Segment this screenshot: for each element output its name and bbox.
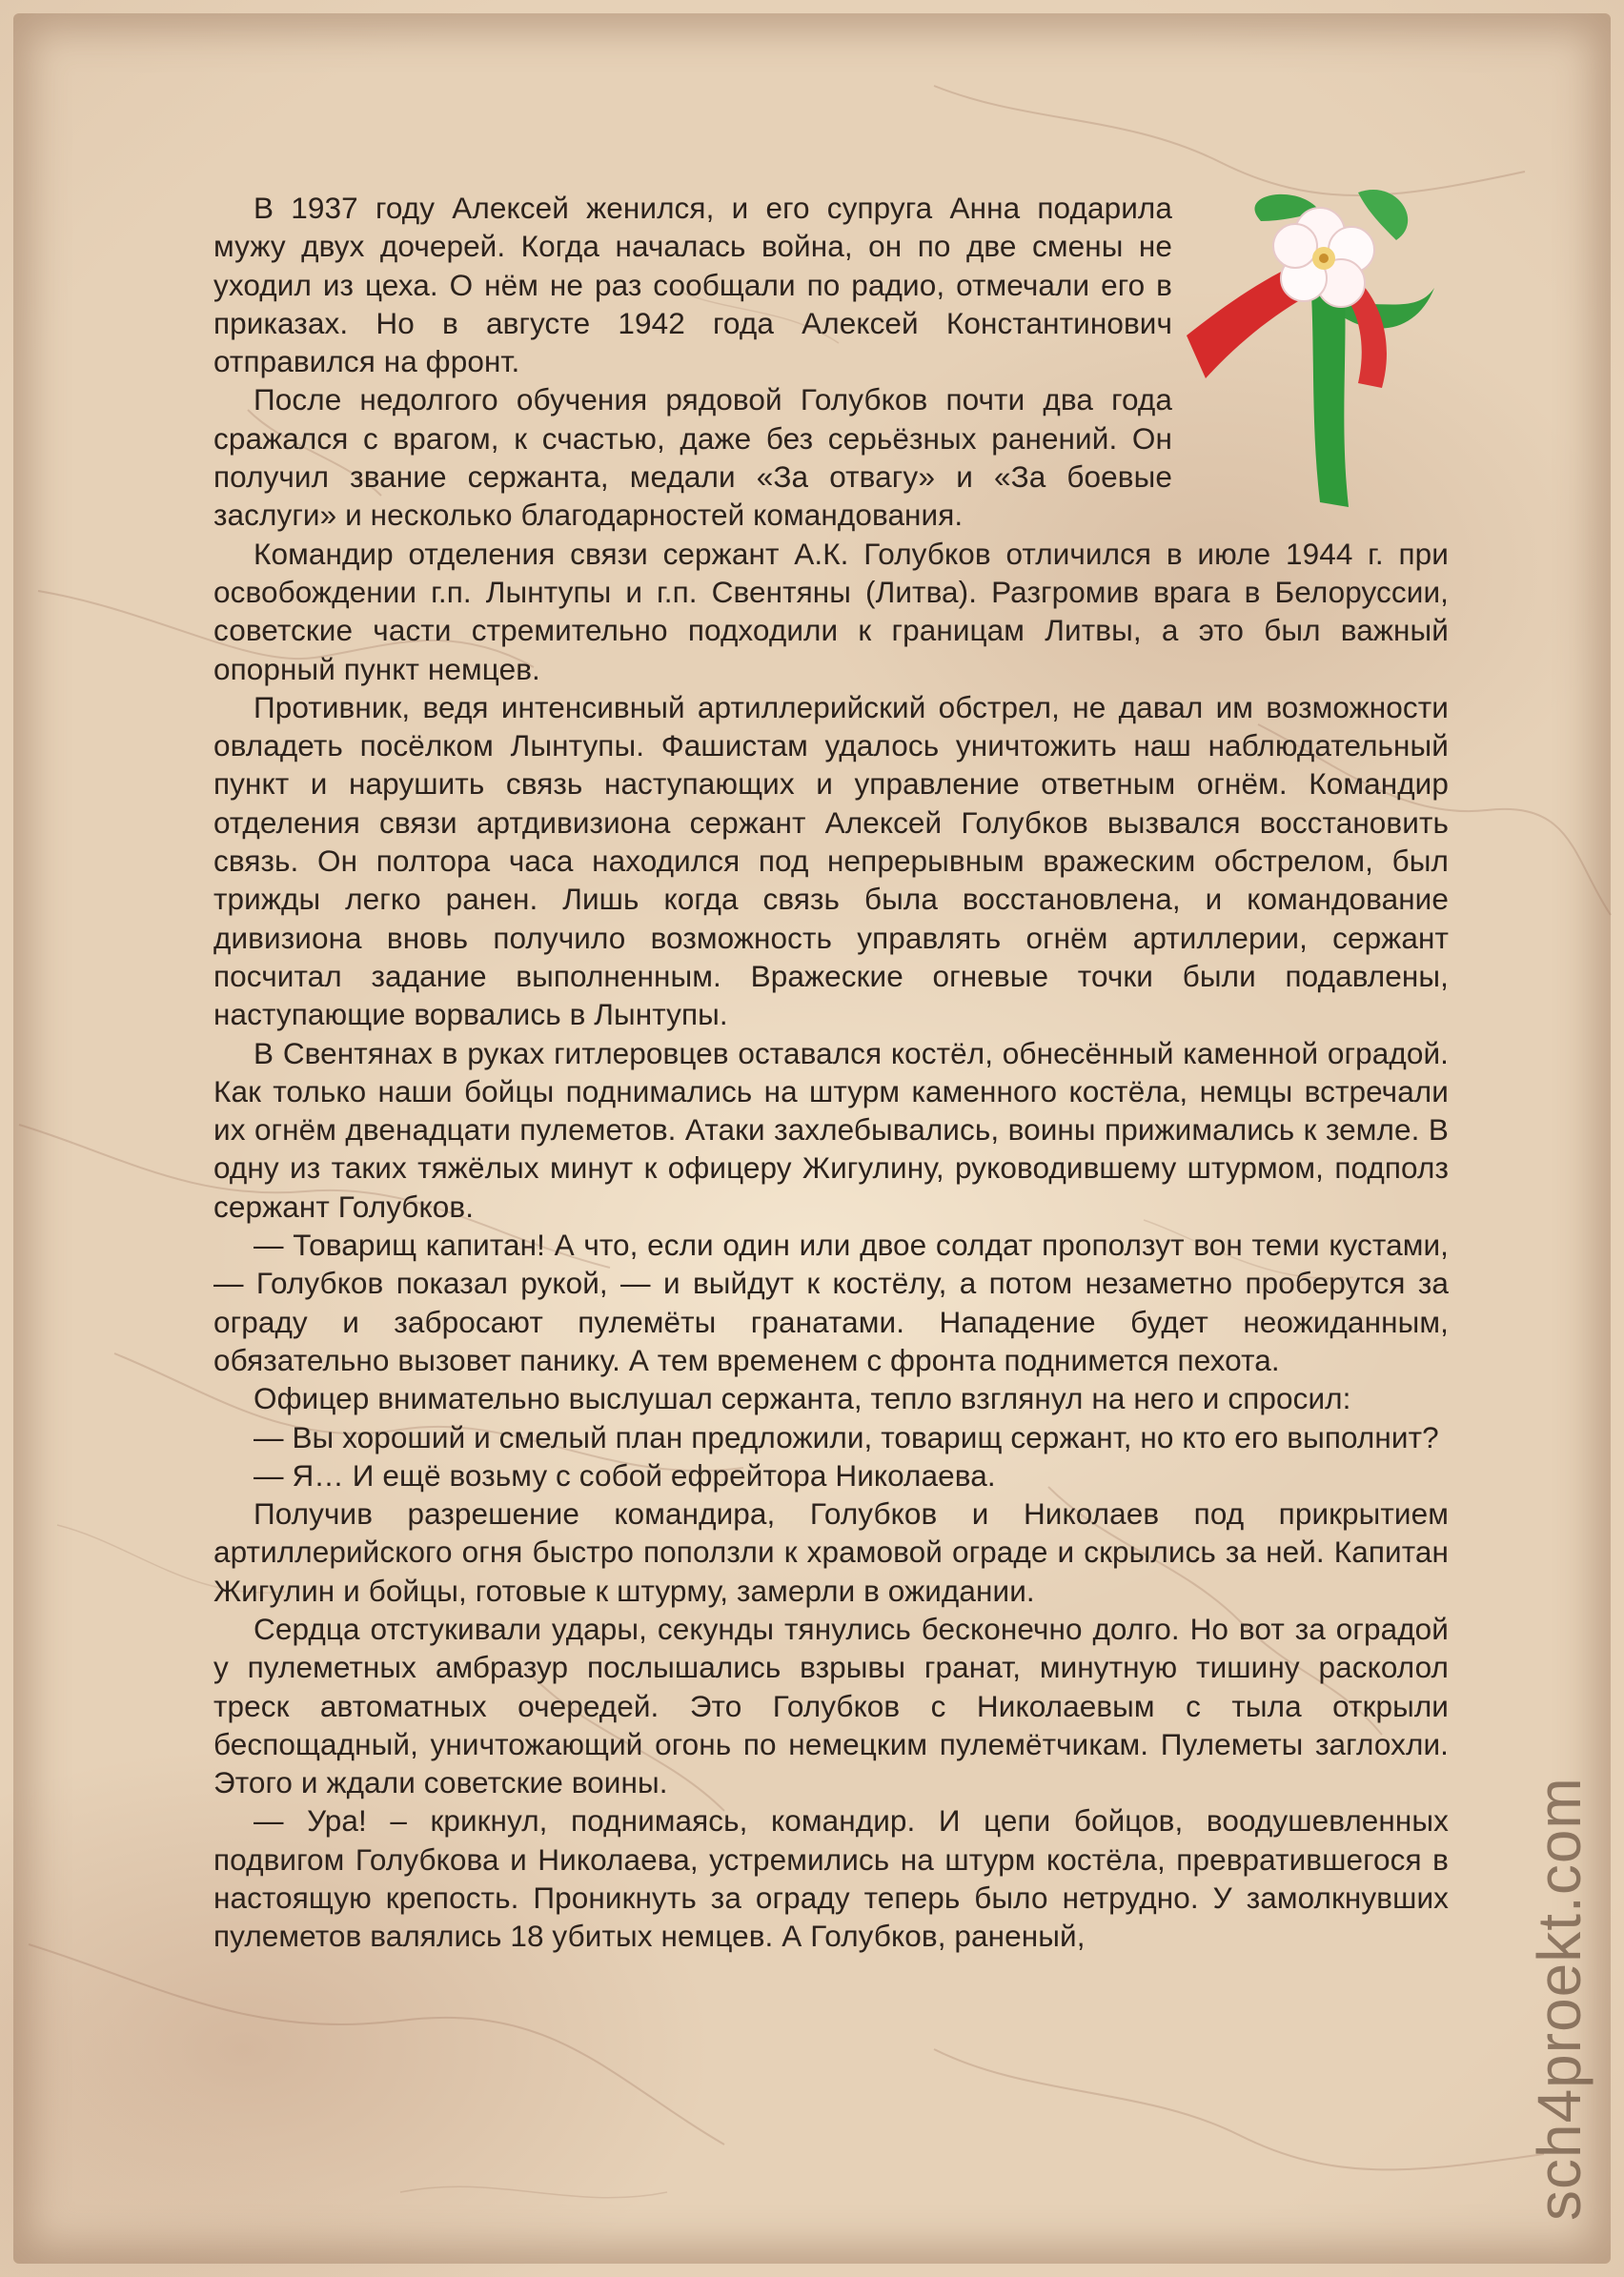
paragraph-6: — Товарищ капитан! А что, если один или двое солдат проползут вон теми кустами, — Голубков показал рукой, — и выйдут к костёлу, а потом незаметно проберутся за ограду и забросают пулемёты гранатами. Нападение будет неожиданным, обязательно вызовет панику. А тем временем с фронта поднимется пехота. xyxy=(213,1228,1449,1377)
paragraph-1: В 1937 году Алексей женился, и его супруга Анна подарила мужу двух дочерей. Когда началась война, он по две смены не уходил из цеха. О нём не раз сообщали по радио, отмечали его в приказах. Но в августе 1942 года Алексей Константинович отправился на фронт. xyxy=(213,191,1172,379)
paragraph-9: — Я… И ещё возьму с собой ефрейтора Николаева. xyxy=(254,1457,996,1493)
site-watermark: sch4proekt.com xyxy=(1525,1777,1594,2221)
ribbon-float-space xyxy=(1172,189,1449,494)
paragraph-4: Противник, ведя интенсивный артиллерийский обстрел, не давал им возможности овладеть посёлком Лынтупы. Фашистам удалось уничтожить наш наблюдательный пункт и нарушить связь наступающих и управление ответным огнём. Командир отделения связи артдивизиона сержант Алексей Голубков вызвался восстановить связь. Он полтора часа находился под непрерывным вражеским обстрелом, был трижды легко ранен. Лишь когда связь была восстановлена, и командование дивизиона вновь получило возможность управлять огнём артиллерии, сержант посчитал задание выполненным. Вражеские огневые точки были подавлены, наступающие ворвались в Лынтупы. xyxy=(213,689,1449,1032)
paragraph-8: — Вы хороший и смелый план предложили, товарищ сержант, но кто его выполнит? xyxy=(254,1419,1439,1454)
article-body xyxy=(213,189,1449,1956)
paragraph-5: В Свентянах в руках гитлеровцев оставался костёл, обнесённый каменной оградой. Как только наши бойцы поднимались на штурм каменного костёла, немцы встречали их огнём двенадцати пулеметов. Атаки захлебывались, воины прижимались к земле. В одну из таких тяжёлых минут к офицеру Жигулину, руководившему штурмом, подполз сержант Голубков. xyxy=(213,1035,1449,1224)
paragraph-3: Командир отделения связи сержант А.К. Голубков отличился в июле 1944 г. при освобождении г.п. Лынтупы и г.п. Свентяны (Литва). Разгромив врага в Белоруссии, советские части стремительно подходили к границам Литвы, а это был важный опорный пункт немцев. xyxy=(213,536,1449,686)
paragraph-2: После недолгого обучения рядовой Голубков почти два года сражался с врагом, к счастью, даже без серьёзных ранений. Он получил звание сержанта, медали «За отвагу» и «За боевые заслуги» и несколько благодарностей командования. xyxy=(213,382,1172,533)
paragraph-10: Получив разрешение командира, Голубков и Николаев под прикрытием артиллерийского огня быстро поползли к храмовой ограде и скрылись за ней. Капитан Жигулин и бойцы, готовые к штурму, замерли в ожидании. xyxy=(213,1496,1449,1608)
paragraph-12: — Ура! – крикнул, поднимаясь, командир. И цепи бойцов, воодушевленных подвигом Голубкова и Николаева, устремились на штурм костёла, превратившегося в настоящую крепость. Проникнуть за ограду теперь было нетрудно. У замолкнувших пулеметов валялись 18 убитых немцев. А Голубков, раненый, xyxy=(213,1803,1449,1954)
paragraph-11: Сердца отстукивали удары, секунды тянулись бесконечно долго. Но вот за оградой у пулеметных амбразур послышались взрывы гранат, минутную тишину расколол треск автоматных очередей. Это Голубков с Николаевым с тыла открыли беспощадный, уничтожающий огонь по немецким пулемётчикам. Пулеметы заглохли. Этого и ждали советские воины. xyxy=(213,1611,1449,1800)
paragraph-7: Офицер внимательно выслушал сержанта, тепло взглянул на него и спросил: xyxy=(254,1381,1351,1416)
